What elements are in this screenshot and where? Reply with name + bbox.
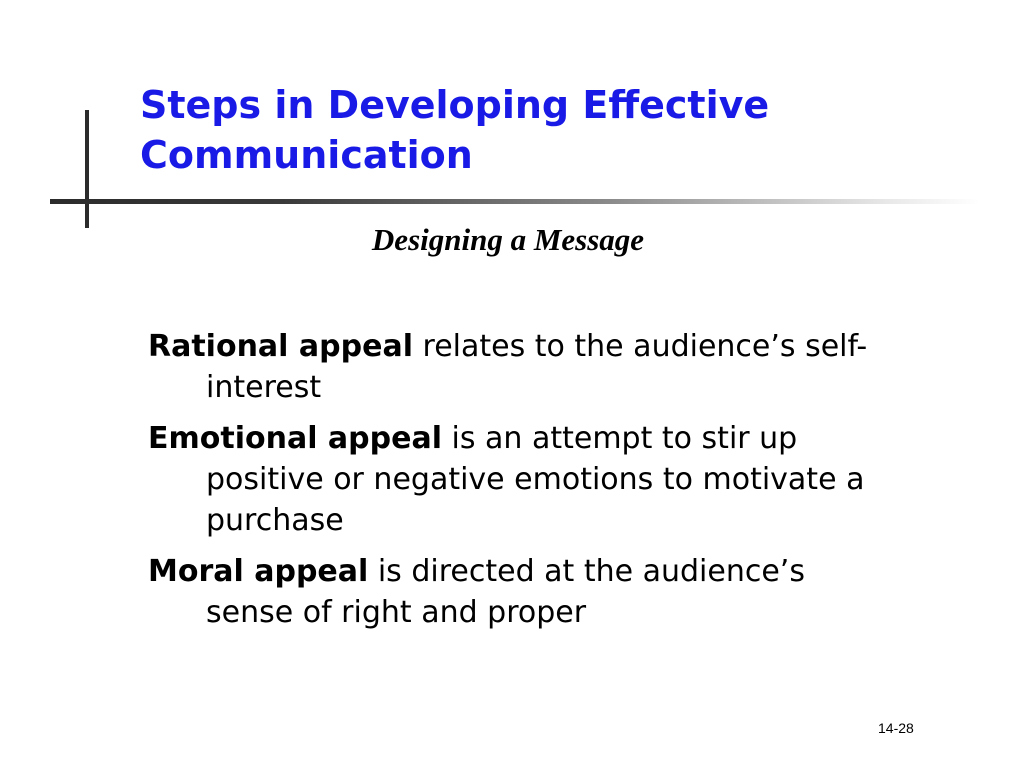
bullet-item-rational-appeal [148, 326, 888, 408]
bullet-text: relates to the audience’s self-interest [206, 329, 868, 405]
bullet-term: Moral appeal [148, 554, 369, 589]
bullet-text: is directed at the audience’s sense of right and proper [206, 554, 805, 630]
bullet-item-emotional-appeal [148, 418, 888, 541]
bullet-item-moral-appeal [148, 551, 888, 633]
horizontal-divider-line [50, 199, 980, 204]
slide-subtitle: Designing a Message [371, 222, 645, 257]
bullet-term: Rational appeal [148, 329, 413, 364]
bullet-list [148, 326, 888, 643]
page-number: 14-28 [878, 720, 914, 736]
vertical-divider-line [85, 110, 89, 228]
bullet-text: is an attempt to stir up positive or negative emotions to motivate a purchase [206, 421, 865, 538]
slide-title: Steps in Developing Effective Communication [140, 83, 770, 177]
bullet-term: Emotional appeal [148, 421, 442, 456]
